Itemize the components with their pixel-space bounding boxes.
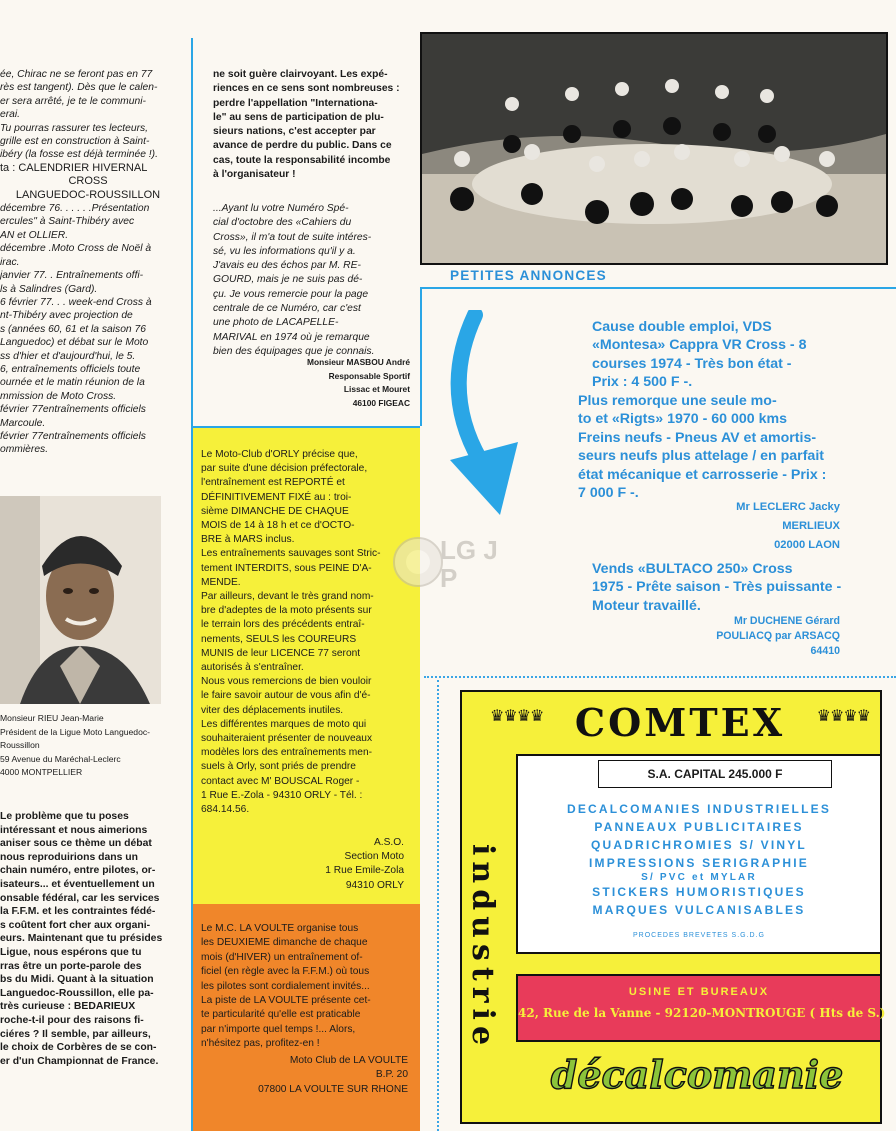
text-line: 1 Rue E.-Zola - 94310 ORLY - Tél. :: [201, 789, 363, 801]
text-line: MUNIS de leur LICENCE 77 seront: [201, 647, 361, 659]
ads-rule-h: [420, 287, 896, 289]
arrow-icon: [440, 310, 530, 520]
signature-line: Mr DUCHENE Gérard: [734, 615, 840, 627]
text-line: Les entraînements sauvages sont Stric-: [201, 548, 381, 560]
text-line: GOURD, mais je ne suis pas dé-: [213, 274, 363, 286]
text-line: souhaiteraient présenter de nouveaux: [201, 733, 373, 745]
text-line: avance de perdre du public. Dans ce: [213, 140, 392, 152]
signature-line: MERLIEUX: [782, 520, 840, 533]
text-line: janvier 77. . Entraînements offi-: [0, 270, 144, 282]
text-line: sé, vu les informations qu'il y a.: [213, 245, 356, 257]
text-line: Ligue, nous espérons que tu: [0, 946, 142, 958]
reply-text: [0, 810, 176, 1068]
text-line: centrale de ce Numéro, car c'est: [213, 303, 361, 315]
text-line: ercules" à Saint-Thibéry avec: [0, 216, 135, 228]
text-line: nous reproduirions dans un: [0, 851, 138, 863]
ad-line: Vends «BULTACO 250» Cross: [592, 561, 793, 577]
text-line: J'avais eu des échos par M. RE-: [213, 260, 361, 272]
usine-label: USINE ET BUREAUX: [628, 986, 770, 998]
text-line: 684.14.56.: [201, 804, 250, 816]
text-line: rès est tangent). Dès que le calen-: [0, 82, 158, 94]
text-line: aniser sous ce thème un débat: [0, 838, 152, 850]
ad-bultaco: [592, 560, 852, 615]
signature-line: Monsieur MASBOU André: [307, 357, 410, 367]
text-line: erai.: [0, 109, 21, 121]
signature-line: 1 Rue Emile-Zola: [325, 865, 404, 877]
letter-text: [213, 202, 408, 359]
text-line: ne soit guère clairvoyant. Les expé-: [213, 69, 388, 80]
service-line: S/ PVC et MYLAR: [641, 872, 757, 883]
opinion-text: [213, 68, 408, 182]
ad-line: to et «Rigts» 1970 - 60 000 kms: [578, 411, 787, 428]
text-line: à l'organisateur !: [213, 169, 296, 181]
text-line: Marcoule.: [0, 417, 46, 429]
portrait-photo: [0, 496, 161, 704]
orly-notice: [193, 426, 420, 906]
decalcomanie-script: décalcomanie: [550, 1052, 844, 1097]
ad-line: courses 1974 - Très bon état -: [592, 355, 792, 372]
text-line: irac.: [0, 256, 20, 268]
text-line: par suite d'une décision préfectorale,: [201, 463, 368, 475]
text-line: cial d'octobre des «Cahiers du: [213, 217, 352, 229]
text-line: par n'importe quel temps !... Alors,: [201, 1023, 356, 1035]
ad-line: «Montesa» Cappra VR Cross - 8: [592, 337, 807, 354]
text-line: ss d'hier et d'aujourd'hui, le 5.: [0, 350, 136, 362]
ads-rule-v: [420, 287, 422, 426]
text-line: contact avec M' BOUSCAL Roger -: [201, 775, 360, 787]
signature-line: 02000 LAON: [774, 539, 840, 552]
text-line: mois (d'HIVER) un entraînement of-: [201, 951, 363, 963]
address-text: 42, Rue de la Vanne - 92120-MONTROUGE ( Hts de S.): [518, 1006, 886, 1020]
comtex-frame-left: [437, 680, 439, 1131]
text-line: ...Ayant lu votre Numéro Spé-: [213, 203, 349, 214]
ad-sig-duchene: [660, 614, 840, 660]
text-line: nements, SEULS les COUREURS: [201, 633, 357, 645]
text-line: ournée et le matin réunion de la: [0, 377, 145, 389]
la-voulte-notice: [193, 904, 420, 1131]
text-line: MARIVAL en 1974 où je remarque: [213, 331, 370, 343]
text-line: autorisés à s'entraîner.: [201, 662, 304, 674]
text-line: ciéres ? Il semble, par ailleurs,: [0, 1028, 151, 1040]
service-line: PANNEAUX PUBLICITAIRES: [594, 820, 804, 834]
text-line: eurs. Maintenant que tu présides: [0, 933, 163, 945]
ad-line: Plus remorque une seule mo-: [578, 393, 777, 409]
text-line: çu. Je vous remercie pour la page: [213, 288, 369, 300]
text-line: n'hésitez pas, profitez-en !: [201, 1038, 320, 1050]
text-line: MENDE.: [201, 576, 241, 588]
text-line: Cross», il m'a tout de suite intéres-: [213, 231, 372, 243]
portrait-caption: [0, 712, 180, 780]
text-line: ta : CALENDRIER HIVERNAL: [0, 161, 148, 174]
text-line: onsable fédéral, car les services: [0, 892, 160, 904]
capital-box: S.A. CAPITAL 245.000 F: [598, 760, 832, 788]
signature-line: A.S.O.: [373, 837, 404, 848]
text-line: MOIS de 14 à 18 h et ce d'OCTO-: [201, 520, 355, 532]
text-line: ibéry (la fosse est déjà terminée !).: [0, 149, 158, 161]
text-line: roche-t-il pour des raisons fi-: [0, 1014, 144, 1026]
ad-line: seurs neufs plus attelage / en parfait: [578, 448, 824, 465]
service-line: MARQUES VULCANISABLES: [592, 903, 806, 917]
motocross-photo: [420, 32, 888, 265]
text-line: 6 février 77. . . week-end Cross à: [0, 296, 152, 308]
text-line: l'entraînement est REPORTÉ et: [201, 477, 345, 489]
text-line: Le Moto-Club d'ORLY précise que,: [201, 449, 358, 460]
text-line: nt-Thibéry avec projection de: [0, 310, 133, 322]
text-line: une photo de LACAPELLE-: [213, 317, 339, 329]
text-line: très curieuse : BEDARIEUX: [0, 1001, 136, 1013]
ad-trailer: [578, 392, 848, 502]
text-line: le terrain lors des précédents entraî-: [201, 619, 365, 631]
text-line: perdre l'appellation "Internationa-: [213, 97, 378, 109]
text-line: mmission de Moto Cross.: [0, 390, 117, 402]
text-line: les DEUXIEME dimanche de chaque: [201, 937, 368, 949]
text-line: cas, toute la responsabilité incombe: [213, 154, 391, 166]
caption-line: Président de la Ligue Moto Languedoc-: [0, 726, 151, 737]
text-line: chain numéro, entre pilotes, or-: [0, 865, 156, 877]
signature-line: Lissac et Mouret: [343, 384, 410, 395]
text-line: les pilotes sont cordialement invités...: [201, 980, 370, 992]
text-line: DÉFINITIVEMENT FIXÉ au : troi-: [201, 491, 352, 503]
text-line: Languedoc-Roussillon, elle pa-: [0, 987, 154, 999]
text-line: ée, Chirac ne se feront pas en 77: [0, 69, 153, 80]
signature-line: Responsable Sportif: [328, 370, 410, 381]
signature-line: Moto Club de LA VOULTE: [289, 1055, 408, 1066]
address-bar: [516, 974, 886, 1042]
caption-line: Roussillon: [0, 740, 40, 751]
industrie-vertical: industrie: [465, 844, 500, 1052]
text-line: Tu pourras rassurer tes lecteurs,: [0, 122, 149, 134]
service-line: IMPRESSIONS SERIGRAPHIE: [589, 856, 809, 870]
text-line: viter des déplacements inutiles.: [201, 704, 344, 716]
text-line: février 77entraînements officiels: [0, 404, 146, 416]
ad-line: 7 000 F -.: [578, 485, 639, 502]
text-line: le" au sens de participation de plu-: [213, 111, 384, 123]
ad-line: Freins neufs - Pneus AV et amortis-: [578, 429, 817, 446]
text-line: tement INTERDITS, sous PEINE D'A-: [201, 562, 372, 574]
ad-line: 1975 - Prête saison - Très puissante -: [592, 579, 842, 596]
text-line: sieurs nations, c'est accepter par: [213, 126, 376, 138]
text-line: Les différentes marques de moto qui: [201, 718, 367, 730]
text-line: Le M.C. LA VOULTE organise tous: [201, 923, 359, 934]
watermark-text: LG JP: [440, 535, 498, 593]
ad-sig-leclerc: [680, 498, 840, 556]
text-line: la F.F.M. et les contraintes fédé-: [0, 906, 156, 918]
text-line: février 77entraînements officiels: [0, 430, 146, 442]
comtex-frame-top: [424, 676, 896, 678]
text-line: décembre .Moto Cross de Noël à: [0, 243, 152, 255]
text-line: LANGUEDOC-ROUSSILLON: [15, 188, 161, 201]
signature-line: Mr LECLERC Jacky: [736, 501, 840, 513]
service-line: DECALCOMANIES INDUSTRIELLES: [566, 802, 832, 816]
ad-line: Moteur travaillé.: [592, 597, 701, 614]
text-line: Le problème que tu poses: [0, 811, 129, 822]
text-line: sième DIMANCHE DE CHAQUE: [201, 505, 349, 517]
text-line: modèles lors des entraînements men-: [201, 747, 373, 759]
ad-line: Prix : 4 500 F -.: [592, 374, 693, 391]
text-line: bre d'adeptes de la moto présents sur: [201, 605, 372, 617]
text-line: ommières.: [0, 444, 49, 456]
signature-line: 07800 LA VOULTE SUR RHONE: [258, 1083, 408, 1095]
text-line: le faire savoir autour de vous afin d'é-: [201, 690, 371, 702]
text-line: Languedoc) et débat sur le Moto: [0, 337, 149, 349]
comtex-name: COMTEX: [574, 700, 786, 745]
text-line: er sera arrêté, je te le communi-: [0, 95, 146, 107]
text-line: Nous vous remercions de bien vouloir: [201, 676, 372, 688]
text-line: rras être un porte-parole des: [0, 960, 142, 972]
watermark-logo: [392, 522, 498, 604]
letter-signature: [230, 356, 410, 410]
text-line: bs du Midi. Quant à la situation: [0, 974, 154, 986]
signature-line: 94310 ORLY: [345, 879, 404, 891]
ad-montesa: [592, 318, 852, 392]
caption-line: Monsieur RIEU Jean-Marie: [0, 713, 104, 723]
text-line: décembre 76. . . . . .Présentation: [0, 203, 150, 215]
text-line: s coûtent fort cher aux organi-: [0, 919, 151, 931]
text-line: grille est en construction à Saint-: [0, 136, 150, 148]
text-line: La piste de LA VOULTE présente cet-: [201, 995, 371, 1007]
service-line: QUADRICHROMIES S/ VINYL: [591, 838, 807, 852]
text-line: te particularité qu'elle est praticable: [201, 1009, 361, 1021]
text-line: suels à Orly, sont priés de prendre: [201, 761, 356, 773]
ads-heading: PETITES ANNONCES: [450, 268, 607, 283]
signature-line: 46100 FIGEAC: [352, 397, 410, 408]
text-line: s (années 60, 61 et la saison 76: [0, 323, 146, 335]
text-line: er d'un Championnat de France.: [0, 1055, 159, 1067]
ad-line: Cause double emploi, VDS: [592, 319, 772, 335]
crown-icon: ♛♛♛♛: [816, 708, 870, 725]
text-line: CROSS: [68, 175, 108, 188]
patent-text: PROCEDES BREVETES S.G.D.G: [633, 932, 765, 939]
signature-line: B.P. 20: [375, 1069, 408, 1081]
service-line: STICKERS HUMORISTIQUES: [592, 885, 806, 899]
text-line: ls à Salindres (Gard).: [0, 283, 98, 295]
comtex-ad: [460, 690, 886, 1124]
text-line: 6, entraînements officiels toute: [0, 363, 141, 375]
caption-line: 4000 MONTPELLIER: [0, 767, 83, 778]
signature-line: POULIACQ par ARSACQ: [716, 630, 840, 643]
text-line: Par ailleurs, devant le très grand nom-: [201, 591, 374, 603]
text-line: bien des équipages que je connais.: [213, 345, 375, 357]
caption-line: 59 Avenue du Maréchal-Leclerc: [0, 753, 121, 764]
text-line: ficiel (en règle avec la F.F.M.) où tous: [201, 966, 370, 978]
text-line: isateurs... et éventuellement un: [0, 878, 155, 890]
calendar-text: [0, 68, 176, 457]
text-line: AN et OLLIER.: [0, 229, 69, 241]
ad-line: état mécanique et carrosserie - Prix :: [578, 466, 827, 483]
signature-line: 64410: [810, 645, 840, 658]
text-line: intéressant et nous aimerions: [0, 824, 148, 836]
text-line: le choix de Corbères de se con-: [0, 1042, 157, 1054]
crown-icon: ♛♛♛♛: [490, 708, 544, 725]
signature-line: Section Moto: [344, 851, 404, 863]
text-line: BRE à MARS inclus.: [201, 534, 295, 546]
text-line: riences en ce sens sont nombreuses :: [213, 83, 400, 95]
